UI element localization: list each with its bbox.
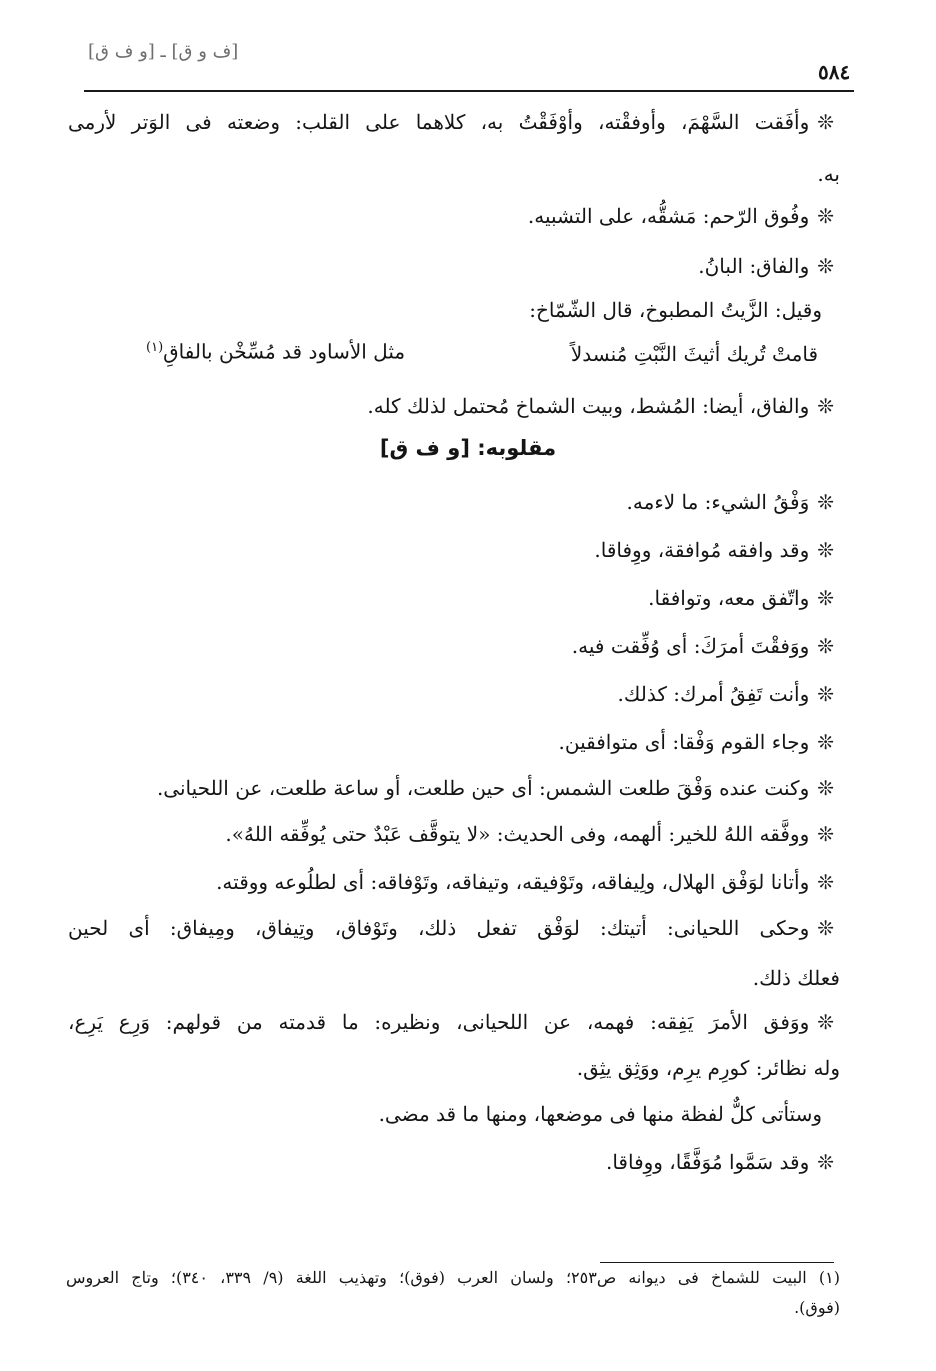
page-number: ٥٨٤ (818, 60, 851, 84)
section-heading: مقلوبه: [و ف ق] (379, 436, 557, 460)
entry-line: ❊وفُوق الرّحم: مَشقُّه، على التشبيه. (527, 204, 834, 228)
star-icon: ❊ (817, 490, 834, 514)
star-icon: ❊ (817, 916, 834, 940)
entry-line: ❊ووفَّقه اللهُ للخير: ألهمه، وفى الحديث: «لا يتوقَّف عَبْدٌ حتى يُوفِّقه اللهُ». (225, 822, 834, 846)
star-icon: ❊ (817, 822, 834, 846)
verse-first-hemistich: قامتْ تُريك أثيثَ النَّبْتِ مُنسدلاً (570, 342, 818, 366)
star-icon: ❊ (817, 110, 834, 134)
footnote: (١) البيت للشماخ فى ديوانه ص٢٥٣؛ ولسان العرب (فوق)؛ وتهذيب اللغة (٩/ ٣٣٩، ٣٤٠)؛ وتاج العروس (66, 1268, 841, 1287)
verse-second-hemistich: مثل الأساود قد مُسِّخْن بالفاقِ$^{(١)}$ (146, 339, 406, 364)
star-icon: ❊ (817, 682, 834, 706)
star-icon: ❊ (817, 394, 834, 418)
entry-continuation: وله نظائر: كورِم يرِم، ووَثِق يثِق. (576, 1056, 840, 1080)
entry-line: ❊وأنت تَفِقُ أمرك: كذلك. (617, 682, 834, 706)
star-icon: ❊ (817, 1150, 834, 1174)
entry-line: ❊وقد وافقه مُوافقة، ووِفاقا. (594, 538, 834, 562)
entry-line: ❊واتّفق معه، وتوافقا. (648, 586, 834, 610)
entry-line: ❊وأتانا لوَفْق الهلال، ولِيفاقه، وتَوْفيقه، وتيفاقه، وتَوْفاقه: أى لطلُوعه ووقته. (216, 870, 834, 894)
running-title: [ف و ق] ـ [و ف ق] (88, 41, 239, 62)
footnote-continuation: (فوق). (794, 1298, 840, 1317)
star-icon: ❊ (817, 634, 834, 658)
entry-line: ❊وكنت عنده وَفْقَ طلعت الشمس: أى حين طلعت، أو ساعة طلعت، عن اللحيانى. (156, 776, 834, 800)
entry-line: وستأتى كلٌّ لفظة منها فى موضعها، ومنها ما قد مضى. (378, 1102, 822, 1126)
entry-line: ❊وقد سَمَّوا مُوَفَّقًا، ووِفاقا. (605, 1150, 834, 1174)
entry-line: ❊وجاء القوم وَفْقا: أى متوافقين. (558, 730, 834, 754)
star-icon: ❊ (817, 776, 834, 800)
entry-line: ❊ووَفقْتَ أمرَكَ: أى وُفِّقت فيه. (571, 634, 834, 658)
star-icon: ❊ (817, 586, 834, 610)
entry-continuation: به. (817, 162, 840, 186)
star-icon: ❊ (817, 870, 834, 894)
star-icon: ❊ (817, 254, 834, 278)
entry-line: ❊وأفَقت السَّهْمَ، وأوفقْته، وأوْفَقْتُ به، كلاهما على القلب: وضعته فى الوَتر لأرمى (68, 110, 834, 134)
star-icon: ❊ (817, 730, 834, 754)
entry-line: ❊والفاق: البانُ. (698, 254, 834, 278)
entry-line: ❊وحكى اللحيانى: أتيتك: لوَفْق تفعل ذلك، وتَوْفاق، وتِيفاق، ومِيفاق: أى لحين (68, 916, 834, 940)
entry-continuation: فعلك ذلك. (752, 966, 840, 990)
entry-line: ❊ووَفق الأمرَ يَفِقه: فهمه، عن اللحيانى، ونظيره: ما قدمته من قولهم: وَرِع يَرِع، (68, 1010, 834, 1034)
footnote-marker: (١) (146, 340, 164, 355)
header-rule (84, 90, 854, 92)
entry-line: ❊وَفْقُ الشيء: ما لاءمه. (626, 490, 834, 514)
star-icon: ❊ (817, 1010, 834, 1034)
entry-line: وقيل: الزَّيتُ المطبوخ، قال الشّمّاخ: (529, 298, 822, 322)
footnote-rule (600, 1262, 834, 1263)
star-icon: ❊ (817, 204, 834, 228)
star-icon: ❊ (817, 538, 834, 562)
entry-line: ❊والفاق، أيضا: المُشط، وبيت الشماخ مُحتمل لذلك كله. (367, 394, 834, 418)
